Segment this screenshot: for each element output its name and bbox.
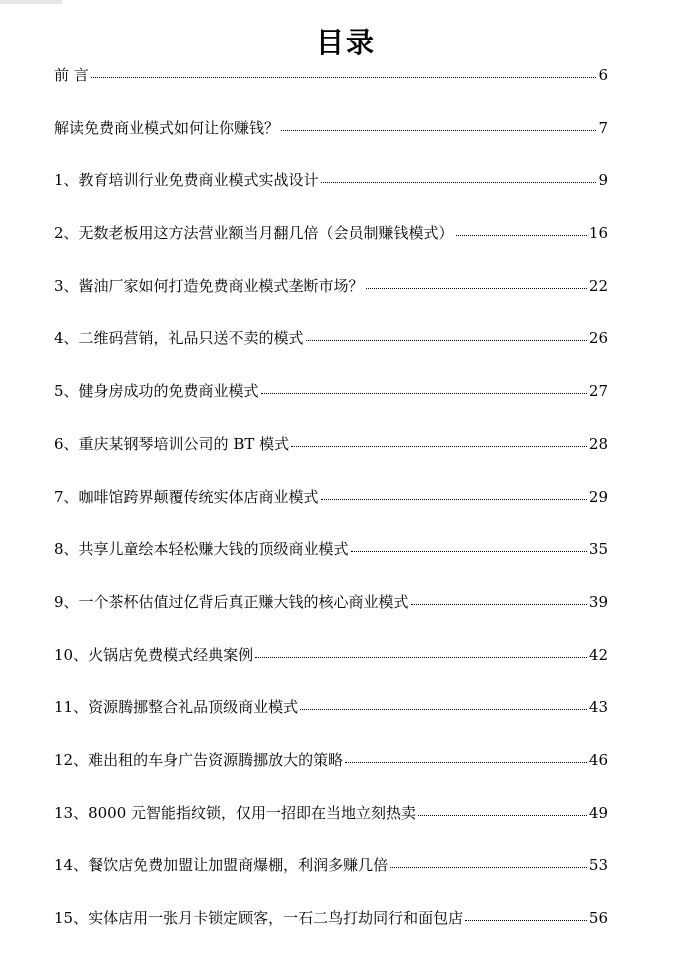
corner-mark (0, 0, 62, 4)
toc-entry-title: 15、实体店用一张月卡锁定顾客，一石二鸟打劫同行和面包店 (54, 909, 464, 927)
toc-entry-title: 前 言 (54, 66, 89, 84)
toc-entry-title: 11、资源腾挪整合礼品顶级商业模式 (54, 698, 299, 717)
toc-page-number: 53 (588, 856, 608, 875)
toc-entry-title: 12、难出租的车身广告资源腾挪放大的策略 (54, 750, 344, 769)
toc-entry-16[interactable] (54, 852, 608, 878)
toc-entry-title: 7、咖啡馆跨界颠覆传统实体店商业模式 (54, 487, 319, 506)
toc-entry-title: 8、共享儿童绘本轻松赚大钱的顶级商业模式 (54, 540, 349, 559)
toc-dot-leader (321, 181, 597, 183)
toc-dot-leader (300, 708, 587, 710)
toc-entry-7[interactable] (54, 378, 608, 404)
toc-dot-leader (418, 814, 587, 816)
toc-entry-13[interactable] (54, 694, 608, 720)
toc-page-number: 43 (588, 698, 608, 717)
toc-entry-title: 2、无数老板用这方法营业额当月翻几倍（会员制赚钱模式） (54, 224, 454, 243)
toc-entry-title: 6、重庆某钢琴培训公司的 BT 模式 (54, 434, 290, 453)
toc-page-number: 56 (588, 909, 608, 927)
toc-entry-title: 10、火锅店免费模式经典案例 (54, 645, 254, 664)
toc-entry-1[interactable] (54, 62, 608, 88)
toc-dot-leader (366, 287, 587, 289)
toc-page-number: 26 (588, 329, 608, 348)
toc-entry-title: 4、二维码营销，礼品只送不卖的模式 (54, 329, 304, 348)
toc-entry-title: 3、酱油厂家如何打造免费商业模式垄断市场？ (54, 276, 364, 295)
toc-page-number: 35 (588, 540, 608, 559)
toc-entry-title: 5、健身房成功的免费商业模式 (54, 382, 259, 401)
toc-page-number: 49 (588, 803, 608, 822)
toc-page-number: 7 (598, 118, 608, 137)
toc-dot-leader (390, 866, 587, 868)
toc-dot-leader (321, 498, 587, 500)
page-title: 目录 (315, 25, 376, 59)
toc-dot-leader (456, 234, 587, 236)
toc-dot-leader (261, 392, 587, 394)
toc-dot-leader (465, 919, 587, 921)
toc-entry-8[interactable] (54, 431, 608, 457)
toc-entry-title: 9、一个茶杯估值过亿背后真正赚大钱的核心商业模式 (54, 592, 409, 611)
toc-entry-title: 14、餐饮店免费加盟让加盟商爆棚，利润多赚几倍 (54, 856, 389, 875)
toc-page-number: 16 (588, 224, 608, 243)
toc-page-number: 42 (588, 645, 608, 664)
toc-entry-4[interactable] (54, 220, 608, 246)
toc-dot-leader (291, 445, 587, 447)
toc-entry-12[interactable] (54, 642, 608, 668)
toc-dot-leader (411, 603, 587, 605)
toc-dot-leader (91, 76, 597, 78)
toc-dot-leader (351, 550, 587, 552)
table-of-contents (54, 62, 608, 958)
toc-entry-9[interactable] (54, 484, 608, 510)
toc-dot-leader (345, 761, 587, 763)
toc-entry-title: 1、教育培训行业免费商业模式实战设计 (54, 171, 319, 190)
toc-entry-6[interactable] (54, 325, 608, 351)
toc-entry-17[interactable] (54, 905, 608, 931)
toc-entry-15[interactable] (54, 800, 608, 826)
toc-page-number: 29 (588, 487, 608, 506)
toc-entry-5[interactable] (54, 273, 608, 299)
toc-page-number: 6 (598, 66, 608, 84)
toc-dot-leader (281, 129, 596, 131)
toc-page-number: 28 (588, 434, 608, 453)
toc-page-number: 22 (588, 276, 608, 295)
toc-dot-leader (255, 656, 587, 658)
toc-page-number: 39 (588, 592, 608, 611)
toc-entry-10[interactable] (54, 536, 608, 562)
toc-dot-leader (306, 339, 587, 341)
toc-page-number: 27 (588, 382, 608, 401)
toc-entry-11[interactable] (54, 589, 608, 615)
toc-page-number: 9 (598, 171, 608, 190)
toc-page-number: 46 (588, 750, 608, 769)
toc-entry-2[interactable] (54, 115, 608, 141)
toc-entry-14[interactable] (54, 747, 608, 773)
toc-entry-title: 13、8000 元智能指纹锁，仅用一招即在当地立刻热卖 (54, 803, 417, 822)
toc-entry-3[interactable] (54, 167, 608, 193)
toc-entry-title: 解读免费商业模式如何让你赚钱？ (54, 118, 280, 137)
